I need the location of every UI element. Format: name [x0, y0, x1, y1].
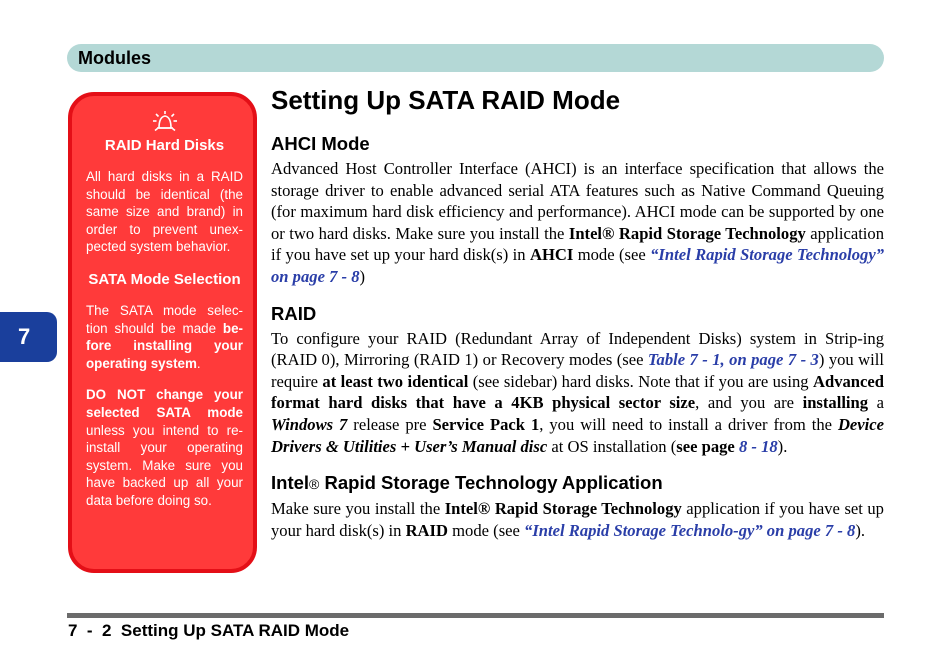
link-table-7-1[interactable]: Table 7 - 1, on page 7 - 3: [647, 350, 819, 370]
paragraph-raid: To configure your RAID (Redundant Array of Independent Disks) system in Strip-ing (RAID 0), Mirroring (RAID 1) or Recovery modes (see Table 7 - 1, on page 7 - 3) you will require at least two identical (see sidebar) hard disks. Note that if you are using Advanced format hard disks that have a 4KB physical sector size, and you are installing a Windows 7 release pre Service Pack 1, you will need to install a driver from the Device Drivers & Utilities + User’s Manual disc at OS installation (see page 8 - 18).: [271, 328, 885, 456]
heading-intel-rst-application: Intel® Rapid Storage Technology Application: [271, 472, 663, 494]
page-footer: 7 - 2 Setting Up SATA RAID Mode: [68, 621, 350, 640]
section-header-title: Modules: [78, 48, 152, 68]
sidebar-paragraph-sata-mode: The SATA mode selec-tion should be made be-fore installing your operating system.: [86, 302, 243, 371]
chapter-tab[interactable]: [0, 312, 57, 362]
warning-bell-icon: [150, 108, 180, 134]
heading-raid: RAID: [271, 302, 317, 324]
paragraph-ahci: Advanced Host Controller Interface (AHCI) is an interface specification that allows the storage driver to enable advanced serial ATA features such as Native Command Queuing (for maximum hard disk efficiency and performance). AHCI mode can be supported by one or two hard disks. Make sure you install the Intel® Rapid Storage Technology application if you have set up your hard disk(s) in AHCI mode (see “Intel Rapid Storage Technology” on page 7 - 8): [271, 159, 885, 286]
footer-rule: [67, 613, 884, 618]
sidebar-paragraph-raid: All hard disks in a RAID should be identical (the same size and brand) in order to prevent unex-pected system behavior.: [86, 169, 243, 255]
link-page-8-18[interactable]: 8 - 18: [738, 436, 778, 456]
heading-ahci-mode: AHCI Mode: [271, 133, 370, 154]
main-content: [271, 82, 884, 555]
sidebar-heading-raid-hard-disks: RAID Hard Disks: [104, 137, 225, 154]
header-bar: [67, 44, 884, 72]
sidebar-note: [68, 92, 257, 573]
sidebar-paragraph-warning: DO NOT change your selected SATA mode unless you intend to re-install your operating system. Make sure you have backed up all your data before doing so.: [86, 387, 243, 508]
chapter-number: 7: [18, 324, 31, 349]
link-intel-rst-raid[interactable]: “Intel Rapid Storage Technolo-gy” on page 7 - 8: [524, 520, 856, 540]
paragraph-intel-rst: Make sure you install the Intel® Rapid Storage Technology application if you have set up your hard disk(s) in RAID mode (see “Intel Rapid Storage Technolo-gy” on page 7 - 8).: [271, 499, 884, 540]
sidebar-heading-sata-mode: SATA Mode Selection: [88, 270, 241, 288]
link-intel-rst-ahci[interactable]: “Intel Rapid Storage Technology” on page 7 - 8: [271, 245, 884, 286]
page-title: Setting Up SATA RAID Mode: [271, 85, 621, 115]
